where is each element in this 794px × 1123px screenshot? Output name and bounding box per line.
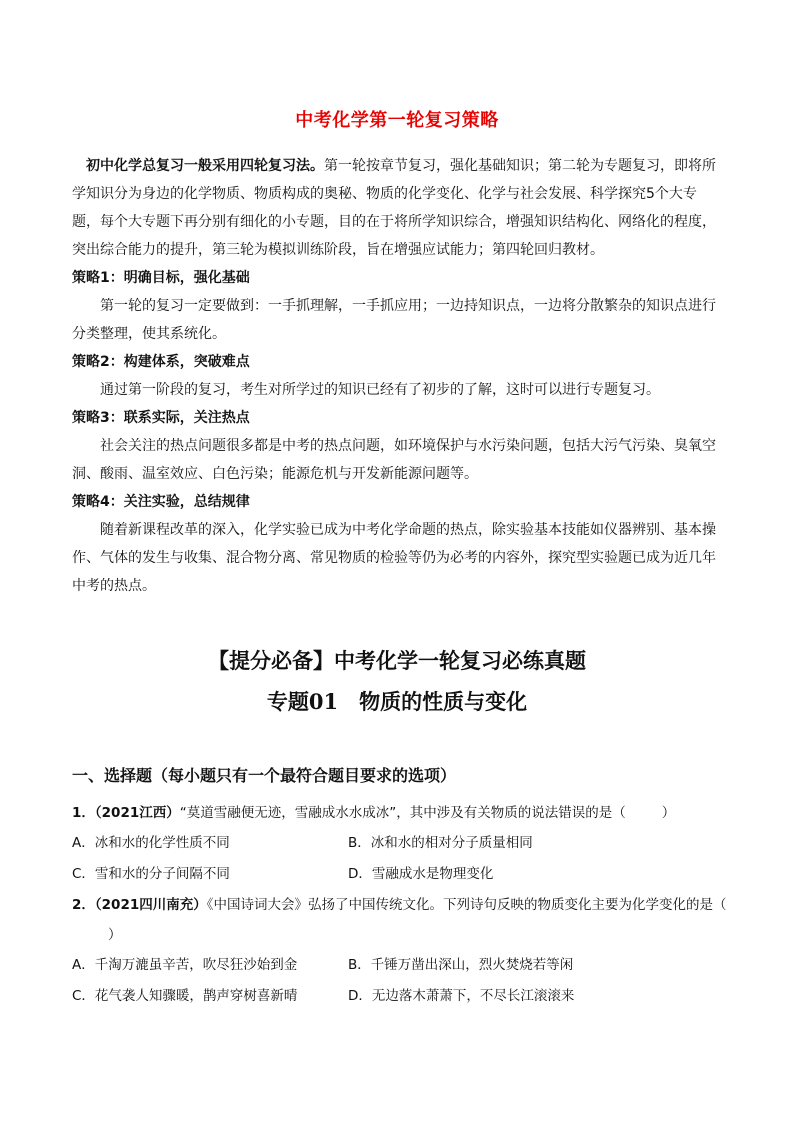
intro-lead: 初中化学总复习一般采用四轮复习法。 [86, 158, 324, 174]
question-2-close: ） [108, 927, 122, 943]
option-d: D．雪融成水是物理变化 [348, 866, 494, 882]
option-c: C．雪和水的分子间隔不同 [72, 866, 230, 882]
strategy-1-text: 第一轮的复习一定要做到：一手抓理解，一手抓应用；一边持知识点，一边将分散繁杂的知识点进行分类整理，使其系统化。 [72, 298, 716, 342]
strategy-4-heading: 策略4：关注实验，总结规律 [72, 494, 250, 510]
option-d: D．无边落木萧萧下，不尽长江滚滚来 [348, 988, 575, 1004]
question-1 [72, 798, 732, 828]
strategy-4-text: 随着新课程改革的深入，化学实验已成为中考化学命题的热点，除实验基本技能如仪器辨别、基本操作、气体的发生与收集、混合物分离、常见物质的检验等仍为必考的内容外，探究型实验题已成为近几年中考的热点。 [72, 522, 716, 594]
strategy-2-text: 通过第一阶段的复习，考生对所学过的知识已经有了初步的了解，这时可以进行专题复习。 [100, 382, 660, 398]
option-b: B．千锤万凿出深山，烈火焚烧若等闲 [348, 957, 574, 973]
question-2-text: 《中国诗词大会》弘扬了中国传统文化。下列诗句反映的物质变化主要为化学变化的是（ [206, 897, 727, 913]
document-title: 中考化学第一轮复习策略 [295, 110, 499, 131]
option-b: B．冰和水的相对分子质量相同 [348, 835, 533, 851]
strategy-list [72, 264, 724, 600]
option-a: A．冰和水的化学性质不同 [72, 835, 230, 851]
strategy-2-heading: 策略2：构建体系，突破难点 [72, 354, 250, 370]
question-2-number: 2． [72, 897, 95, 913]
section-heading: 一、选择题（每小题只有一个最符合题目要求的选项） [72, 766, 457, 785]
option-a: A．千淘万漉虽辛苦，吹尽狂沙始到金 [72, 957, 298, 973]
strategy-1-heading: 策略1：明确目标，强化基础 [72, 270, 250, 286]
question-2-source: （2021四川南充） [94, 897, 207, 913]
question-list [72, 798, 732, 1012]
question-1-text: “莫道雪融便无迹，雪融成水水成冰”，其中涉及有关物质的说法错误的是（ [179, 805, 626, 821]
question-2 [72, 890, 732, 950]
question-2-options [72, 950, 732, 1012]
question-1-source: （2021江西） [94, 805, 180, 821]
intro-paragraph [72, 152, 724, 264]
strategy-3-heading: 策略3：联系实际，关注热点 [72, 410, 250, 426]
question-1-close: ） [661, 805, 676, 821]
intro-text: 第一轮按章节复习，强化基础知识；第二轮为专题复习，即将所学知识分为身边的化学物质、物质构成的奥秘、物质的化学变化、化学与社会发展、科学探究5个大专题，每个大专题下再分别有细化的小专题，目的在于将所学知识综合，增强知识结构化、网络化的程度，突出综合能力的提升，第三轮为模拟训练阶段，旨在增强应试能力；第四轮回归教材。 [72, 158, 716, 258]
strategy-3-text: 社会关注的热点问题很多都是中考的热点问题，如环境保护与水污染问题，包括大污气污染、臭氧空洞、酸雨、温室效应、白色污染；能源危机与开发新能源问题等。 [72, 438, 716, 482]
question-1-number: 1． [72, 805, 95, 821]
collection-heading: 【提分必备】中考化学一轮复习必练真题 [208, 648, 586, 673]
option-c: C．花气袭人知骤暖，鹊声穿树喜新晴 [72, 988, 298, 1004]
question-1-options [72, 828, 732, 890]
topic-heading: 专题01 物质的性质与变化 [266, 689, 528, 714]
